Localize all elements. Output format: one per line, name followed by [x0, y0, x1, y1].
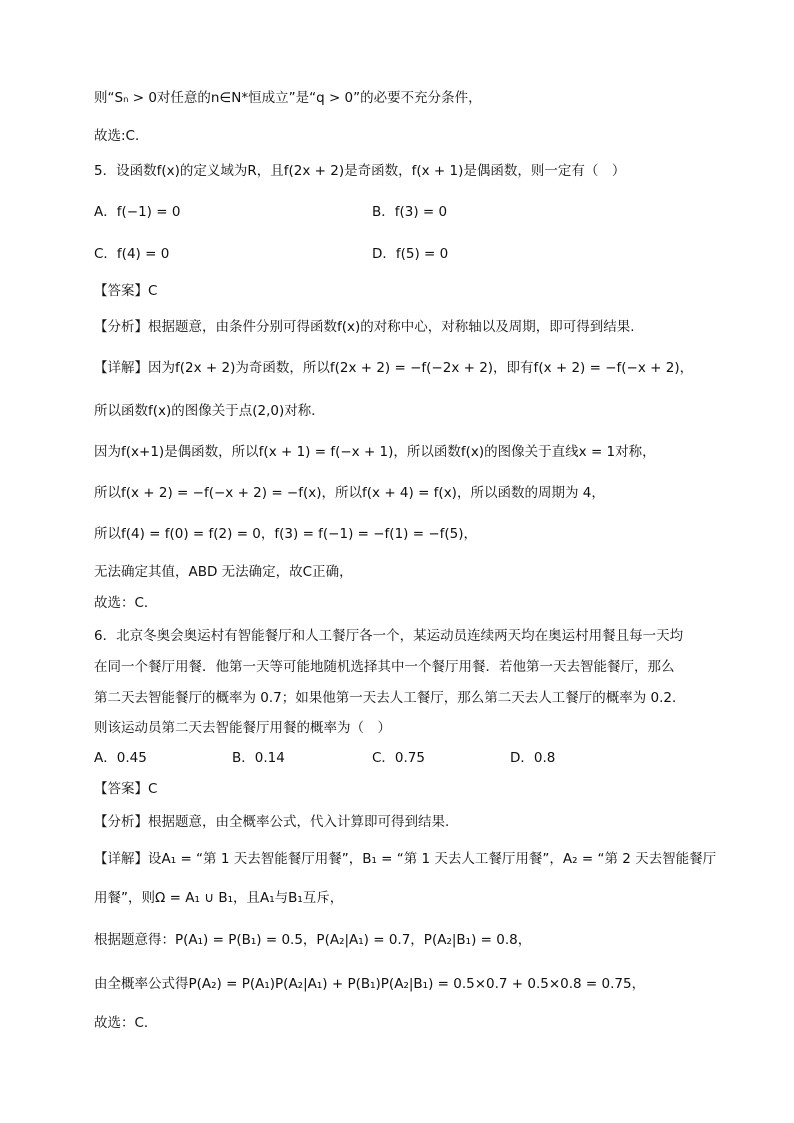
detail-5-line: 无法确定其值，ABD 无法确定，故C正确，	[94, 564, 353, 580]
analysis-5: 【分析】根据题意，由条件分别可得函数f(x)的对称中心，对称轴以及周期，即可得到结果.	[94, 319, 635, 335]
detail-6-line: 由全概率公式得P(A₂) = P(A₁)P(A₂|A₁) + P(B₁)P(A₂|B₁) = 0.5×0.7 + 0.5×0.8 = 0.75，	[94, 976, 646, 992]
answer-5: 【答案】C	[94, 283, 158, 299]
option-c: C．f(4) = 0	[94, 246, 170, 262]
detail-5-line: 【详解】因为f(2x + 2)为奇函数，所以f(2x + 2) = −f(−2x + 2)，即有f(x + 2) = −f(−x + 2)，	[94, 360, 694, 376]
question-6-line: 第二天去智能餐厅的概率为 0.7；如果他第一天去人工餐厅，那么第二天去人工餐厅的概率为 0.2．	[94, 690, 686, 706]
option-d: D．0.8	[510, 750, 556, 766]
detail-5-line: 所以f(4) = f(0) = f(2) = 0，f(3) = f(−1) = −f(1) = −f(5)，	[94, 526, 478, 542]
detail-6-line: 用餐”，则Ω = A₁ ∪ B₁，且A₁与B₁互斥，	[94, 890, 344, 906]
option-b: B．f(3) = 0	[372, 204, 448, 220]
text-line: 则“Sₙ > 0对任意的n∈N*恒成立”是“q > 0”的必要不充分条件，	[94, 90, 482, 106]
detail-6-line: 根据题意得：P(A₁) = P(B₁) = 0.5，P(A₂|A₁) = 0.7，P(A₂|B₁) = 0.8，	[94, 932, 532, 948]
option-a: A．0.45	[94, 750, 147, 766]
detail-6-line: 【详解】设A₁ = “第 1 天去智能餐厅用餐”，B₁ = “第 1 天去人工餐厅用餐”，A₂ = “第 2 天去智能餐厅	[94, 851, 717, 867]
text-line: 故选:C．	[94, 128, 149, 144]
question-6-line: 在同一个餐厅用餐．他第一天等可能地随机选择其中一个餐厅用餐．若他第一天去智能餐厅，那么	[94, 659, 675, 675]
question-6-line: 6．北京冬奥会奥运村有智能餐厅和人工餐厅各一个，某运动员连续两天均在奥运村用餐且每一天均	[94, 628, 684, 644]
option-b: B．0.14	[232, 750, 285, 766]
analysis-6: 【分析】根据题意，由全概率公式，代入计算即可得到结果.	[94, 814, 450, 830]
question-6-line: 则该运动员第二天去智能餐厅用餐的概率为（ ）	[94, 720, 391, 736]
select-6: 故选：C．	[94, 1015, 158, 1031]
answer-6: 【答案】C	[94, 781, 158, 797]
option-a: A．f(−1) = 0	[94, 204, 181, 220]
detail-5-line: 所以f(x + 2) = −f(−x + 2) = −f(x)，所以f(x + 4) = f(x)，所以函数的周期为 4，	[94, 485, 605, 501]
question-5: 5．设函数f(x)的定义域为R，且f(2x + 2)是奇函数，f(x + 1)是偶函数，则一定有（ ）	[94, 163, 626, 179]
option-c: C．0.75	[372, 750, 425, 766]
detail-5-line: 所以函数f(x)的图像关于点(2,0)对称．	[94, 403, 325, 419]
detail-5-line: 因为f(x+1)是偶函数，所以f(x + 1) = f(−x + 1)，所以函数f(x)的图像关于直线x = 1对称，	[94, 444, 656, 460]
option-d: D．f(5) = 0	[372, 246, 449, 262]
select-5: 故选：C．	[94, 595, 158, 611]
